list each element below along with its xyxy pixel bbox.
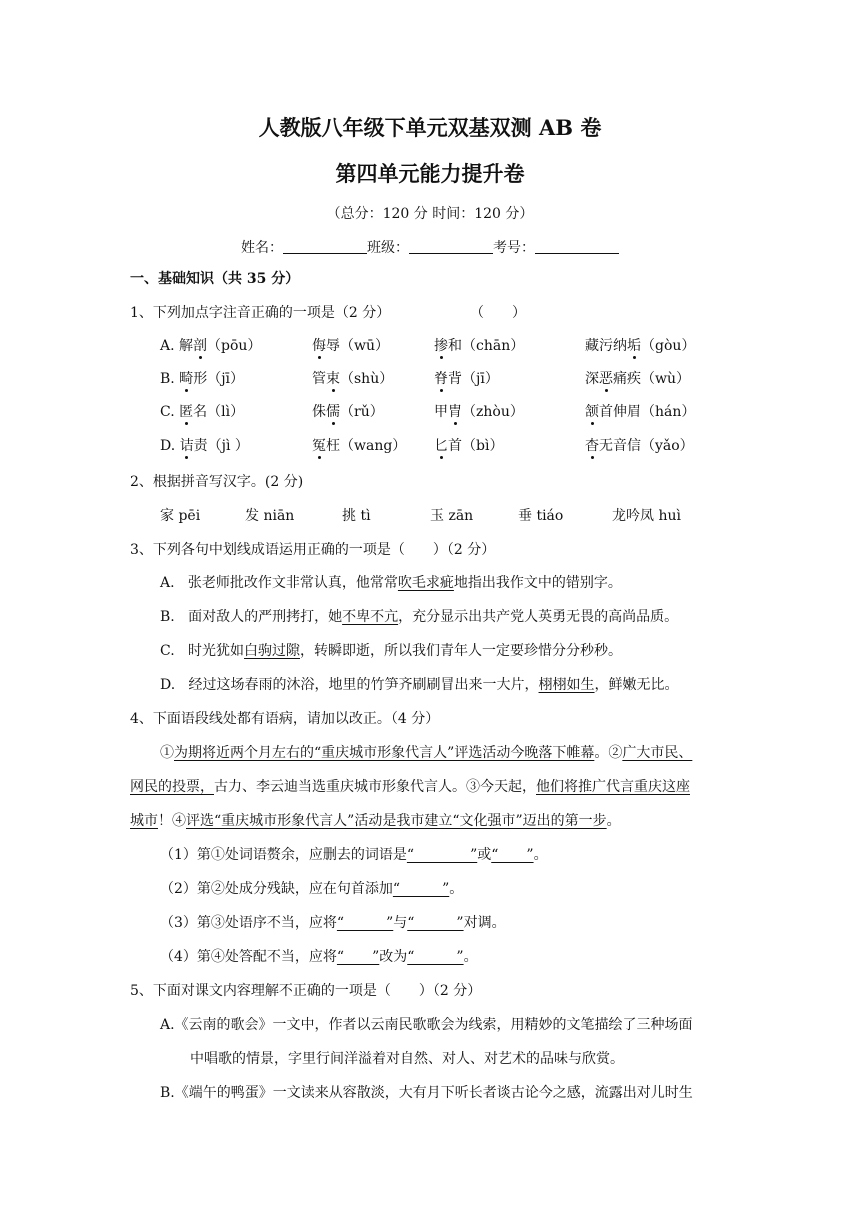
option-text: 张老师批改作文非常认真，他常常 (187, 575, 398, 591)
answer-blank[interactable]: “ ” (336, 949, 380, 965)
q5-option-b-line-1: B.《端午的鸭蛋》一文读来从容散淡，大有月下听长者谈古论今之感，流露出对儿时生 (160, 1085, 693, 1101)
q1-option-c-4: 颔首伸眉（hán） (585, 404, 696, 420)
name-label: 姓名： (241, 240, 283, 256)
underlined-idiom: 白驹过隙 (244, 643, 301, 659)
q1-option-a-1: A. 解剖（pōu） (160, 338, 262, 354)
q3-option-b (160, 607, 678, 627)
q1-option-c-2: 侏儒（rǔ） (312, 404, 384, 420)
sub-question-text: 与 (393, 915, 408, 931)
passage-text: 。 (606, 813, 621, 829)
option-text: ，鲜嫩无比。 (594, 677, 679, 693)
sub-question-text: 改为 (379, 949, 408, 965)
section-1-heading: 一、基础知识（共 35 分） (130, 271, 300, 287)
option-text: 面对敌人的严刑拷打，她 (188, 609, 343, 625)
underlined-idiom: 不卑不亢 (342, 609, 399, 625)
q4-passage-line-1 (160, 743, 692, 763)
class-blank[interactable] (409, 239, 493, 254)
option-letter: A. (160, 575, 175, 591)
answer-blank[interactable]: “ ” (392, 881, 450, 897)
q5-stem: 5、下面对课文内容理解不正确的一项是（ ）（2 分） (130, 983, 482, 999)
q1-option-d-2: 冤枉（wang） (312, 438, 407, 454)
sub-question-text: （2）第②处成分残缺，应在句首添加 (160, 881, 393, 897)
option-text: ，转瞬即逝，所以我们青年人一定要珍惜分分秒秒。 (300, 643, 623, 659)
q2-item: 挑 tì (342, 508, 371, 524)
underlined-sentence-2: 网民的投票， (130, 779, 214, 795)
sub-question-text: 。 (463, 949, 478, 965)
sub-question-text: （3）第③处语序不当，应将 (160, 915, 337, 931)
sub-question-text: 对调。 (463, 915, 506, 931)
score-time: （总分：120 分 时间：120 分） (326, 206, 534, 222)
sub-question-text: 。 (449, 881, 464, 897)
q5-option-a-line-2: 中唱歌的情景，字里行间洋溢着对自然、对人、对艺术的品味与欣赏。 (190, 1051, 624, 1067)
number-label: 考号： (493, 240, 535, 256)
q3-option-d (160, 675, 679, 695)
q3-stem: 3、下列各句中划线成语运用正确的一项是（ ）（2 分） (130, 542, 496, 558)
underlined-sentence-4: 评选“重庆城市形象代言人”活动是我市建立“文化强市”迈出的第一步 (186, 813, 607, 829)
q1-option-c-1: C. 匿名（lì） (160, 404, 245, 420)
q1-option-a-2: 侮辱（wū） (312, 338, 389, 354)
q4-passage-line-3 (130, 811, 621, 831)
underlined-sentence-3: 他们将推广代言重庆这座 (536, 779, 690, 795)
answer-blank[interactable]: “ ” (406, 847, 478, 863)
q1-option-d-4: 杳无音信（yǎo） (585, 438, 694, 454)
q3-option-c (160, 641, 622, 661)
passage-text: ！④ (158, 813, 186, 829)
q2-item: 发 niān (245, 508, 295, 524)
option-text: ，充分显示出共产党人英勇无畏的高尚品质。 (398, 609, 679, 625)
q4-sub-1 (160, 845, 548, 865)
exam-title: 人教版八年级下单元双基双测 AB 卷 (258, 115, 602, 140)
q1-option-b-1: B. 畸形（jī） (160, 371, 245, 387)
student-info (0, 237, 860, 257)
option-letter: D. (160, 677, 176, 693)
q2-item: 家 pēi (160, 508, 201, 524)
q2-item: 垂 tiáo (518, 508, 564, 524)
passage-text: 。② (594, 745, 623, 761)
q2-item: 玉 zān (430, 508, 474, 524)
sub-question-text: （4）第④处答配不当，应将 (160, 949, 337, 965)
q3-option-a (160, 573, 622, 593)
passage-text: 古力、李云迪当选重庆城市形象代言人。③今天起， (214, 779, 536, 795)
q1-option-c-3: 甲胄（zhòu） (434, 404, 524, 420)
name-blank[interactable] (283, 239, 367, 254)
answer-blank[interactable]: “ ” (336, 915, 394, 931)
option-text: 地指出我作文中的错别字。 (453, 575, 622, 591)
class-label: 班级： (367, 240, 409, 256)
passage-text: ① (160, 745, 174, 761)
q1-option-b-4: 深恶痛疾（wù） (585, 371, 690, 387)
underlined-idiom: 吹毛求疵 (397, 575, 454, 591)
answer-blank[interactable]: “ ” (407, 949, 464, 965)
q1-option-a-3: 掺和（chān） (434, 338, 525, 354)
q1-option-a-4: 藏污纳垢（gòu） (585, 338, 696, 354)
underlined-sentence-1: 为期将近两个月左右的“重庆城市形象代言人”评选活动今晚落下帷幕 (174, 745, 595, 761)
underlined-sentence-2: 广大市民、 (622, 745, 693, 761)
answer-blank[interactable]: “ ” (407, 915, 464, 931)
q1-option-b-2: 管束（shù） (312, 371, 394, 387)
option-text: 经过这场春雨的沐浴，地里的竹笋齐刷刷冒出来一大片， (188, 677, 539, 693)
underlined-idiom: 栩栩如生 (538, 677, 595, 693)
q1-answer-paren[interactable]: （ ） (470, 305, 526, 321)
q1-option-b-3: 脊背（jī） (434, 371, 499, 387)
option-text: 时光犹如 (188, 643, 245, 659)
exam-subtitle-title: 第四单元能力提升卷 (335, 161, 525, 186)
q4-sub-4 (160, 947, 478, 967)
option-letter: C. (160, 643, 175, 659)
q4-stem: 4、下面语段线处都有语病，请加以改正。（4 分） (130, 711, 440, 727)
sub-question-text: 或 (477, 847, 492, 863)
answer-blank[interactable]: “ ” (491, 847, 534, 863)
option-letter: B. (160, 609, 175, 625)
q1-stem: 1、下列加点字注音正确的一项是（2 分） (130, 305, 391, 321)
q4-sub-2 (160, 879, 463, 899)
sub-question-text: （1）第①处词语赘余，应删去的词语是 (160, 847, 407, 863)
underlined-sentence-3: 城市 (130, 813, 158, 829)
q2-stem: 2、根据拼音写汉字。(2 分) (130, 474, 304, 490)
q5-option-a-line-1: A.《云南的歌会》一文中，作者以云南民歌歌会为线索，用精妙的文笔描绘了三种场面 (160, 1017, 693, 1033)
number-blank[interactable] (535, 239, 619, 254)
q2-item: 龙吟凤 huì (612, 508, 681, 524)
q1-option-d-1: D. 诘责（jì ） (160, 438, 249, 454)
q4-sub-3 (160, 913, 506, 933)
q1-option-d-3: 匕首（bì） (434, 438, 504, 454)
q4-passage-line-2 (130, 777, 690, 797)
sub-question-text: 。 (533, 847, 548, 863)
